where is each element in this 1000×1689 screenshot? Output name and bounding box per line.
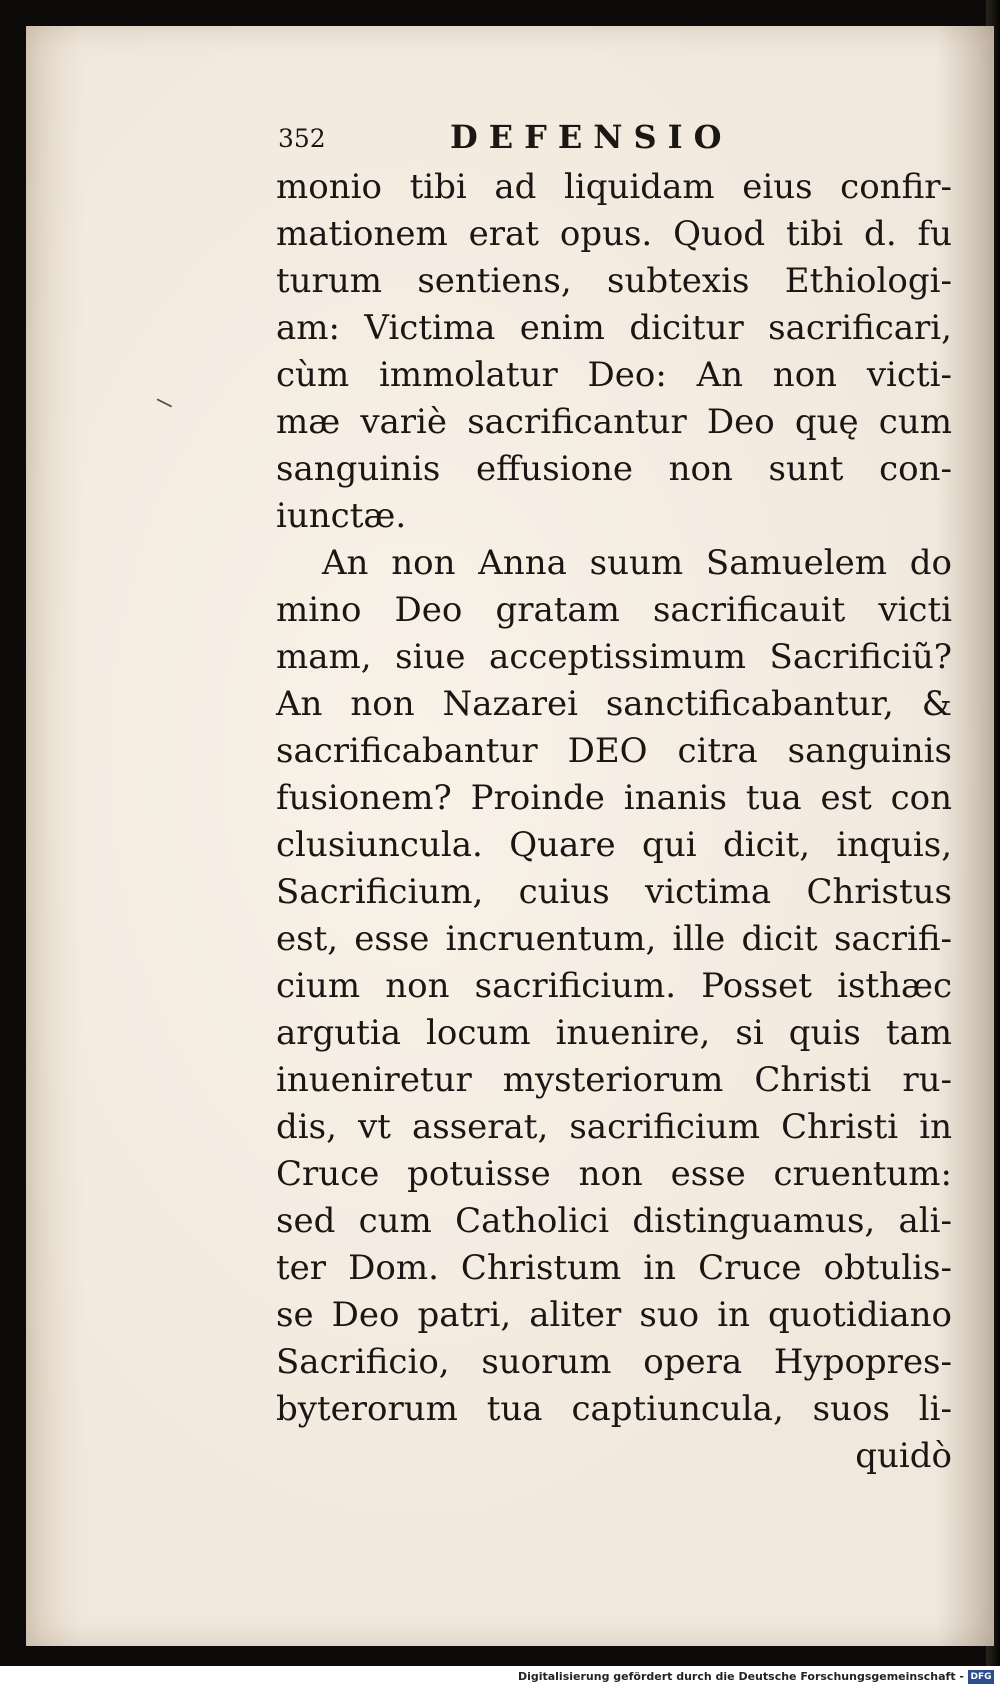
margin-mark: ⸜ (147, 374, 177, 418)
text-line: cium non sacrificium. Posset isthæc (276, 966, 952, 1006)
text-line: fusionem? Proinde inanis tua est con (276, 778, 952, 818)
text-line: am: Victima enim dicitur sacrificari, (276, 308, 952, 348)
page-number: 352 (278, 124, 326, 153)
text-line: est, esse incruentum, ille dicit sacrifi- (276, 919, 952, 959)
text-line: Cruce potuisse non esse cruentum: (276, 1154, 952, 1194)
text-line: byterorum tua captiuncula, suos li- (276, 1389, 952, 1429)
text-line: Sacrificio, suorum opera Hypopres- (276, 1342, 952, 1382)
text-line: turum sentiens, subtexis Ethiologi- (276, 261, 952, 301)
body-text (276, 164, 952, 1480)
text-line: sed cum Catholici distinguamus, ali- (276, 1201, 952, 1241)
catchword: quidò (855, 1436, 952, 1476)
text-line: Sacrificium, cuius victima Christus (276, 872, 952, 912)
text-line: iunctæ. (276, 496, 407, 536)
text-line: mino Deo gratam sacrificauit victi (276, 590, 952, 630)
running-head (278, 118, 798, 162)
text-line: clusiuncula. Quare qui dicit, inquis, (276, 825, 952, 865)
footer-credit: Digitalisierung gefördert durch die Deutsche Forschungsgemeinschaft - (517, 1670, 964, 1683)
book-page (26, 26, 994, 1646)
text-line: dis, vt asserat, sacrificium Christi in (276, 1107, 952, 1147)
running-title: DEFENSIO (450, 118, 733, 156)
text-line: ter Dom. Christum in Cruce obtulis- (276, 1248, 952, 1288)
text-line: se Deo patri, aliter suo in quotidiano (276, 1295, 952, 1335)
text-line: sacrificabantur DEO citra sanguinis (276, 731, 952, 771)
text-line: mam, siue acceptissimum Sacrificiũ? (276, 637, 952, 677)
text-line: An non Anna suum Samuelem do (322, 543, 952, 583)
text-line: inueniretur mysteriorum Christi ru- (276, 1060, 952, 1100)
dfg-logo: DFG (968, 1670, 994, 1684)
text-line: mationem erat opus. Quod tibi d. fu (276, 214, 952, 254)
digitization-footer (0, 1666, 1000, 1689)
text-line: An non Nazarei sanctificabantur, & (276, 684, 952, 724)
text-line: sanguinis effusione non sunt con- (276, 449, 952, 489)
text-line: monio tibi ad liquidam eius confir- (276, 167, 952, 207)
text-line: cùm immolatur Deo: An non victi- (276, 355, 952, 395)
text-line: mæ variè sacrificantur Deo quę cum (276, 402, 952, 442)
text-line: argutia locum inuenire, si quis tam (276, 1013, 952, 1053)
